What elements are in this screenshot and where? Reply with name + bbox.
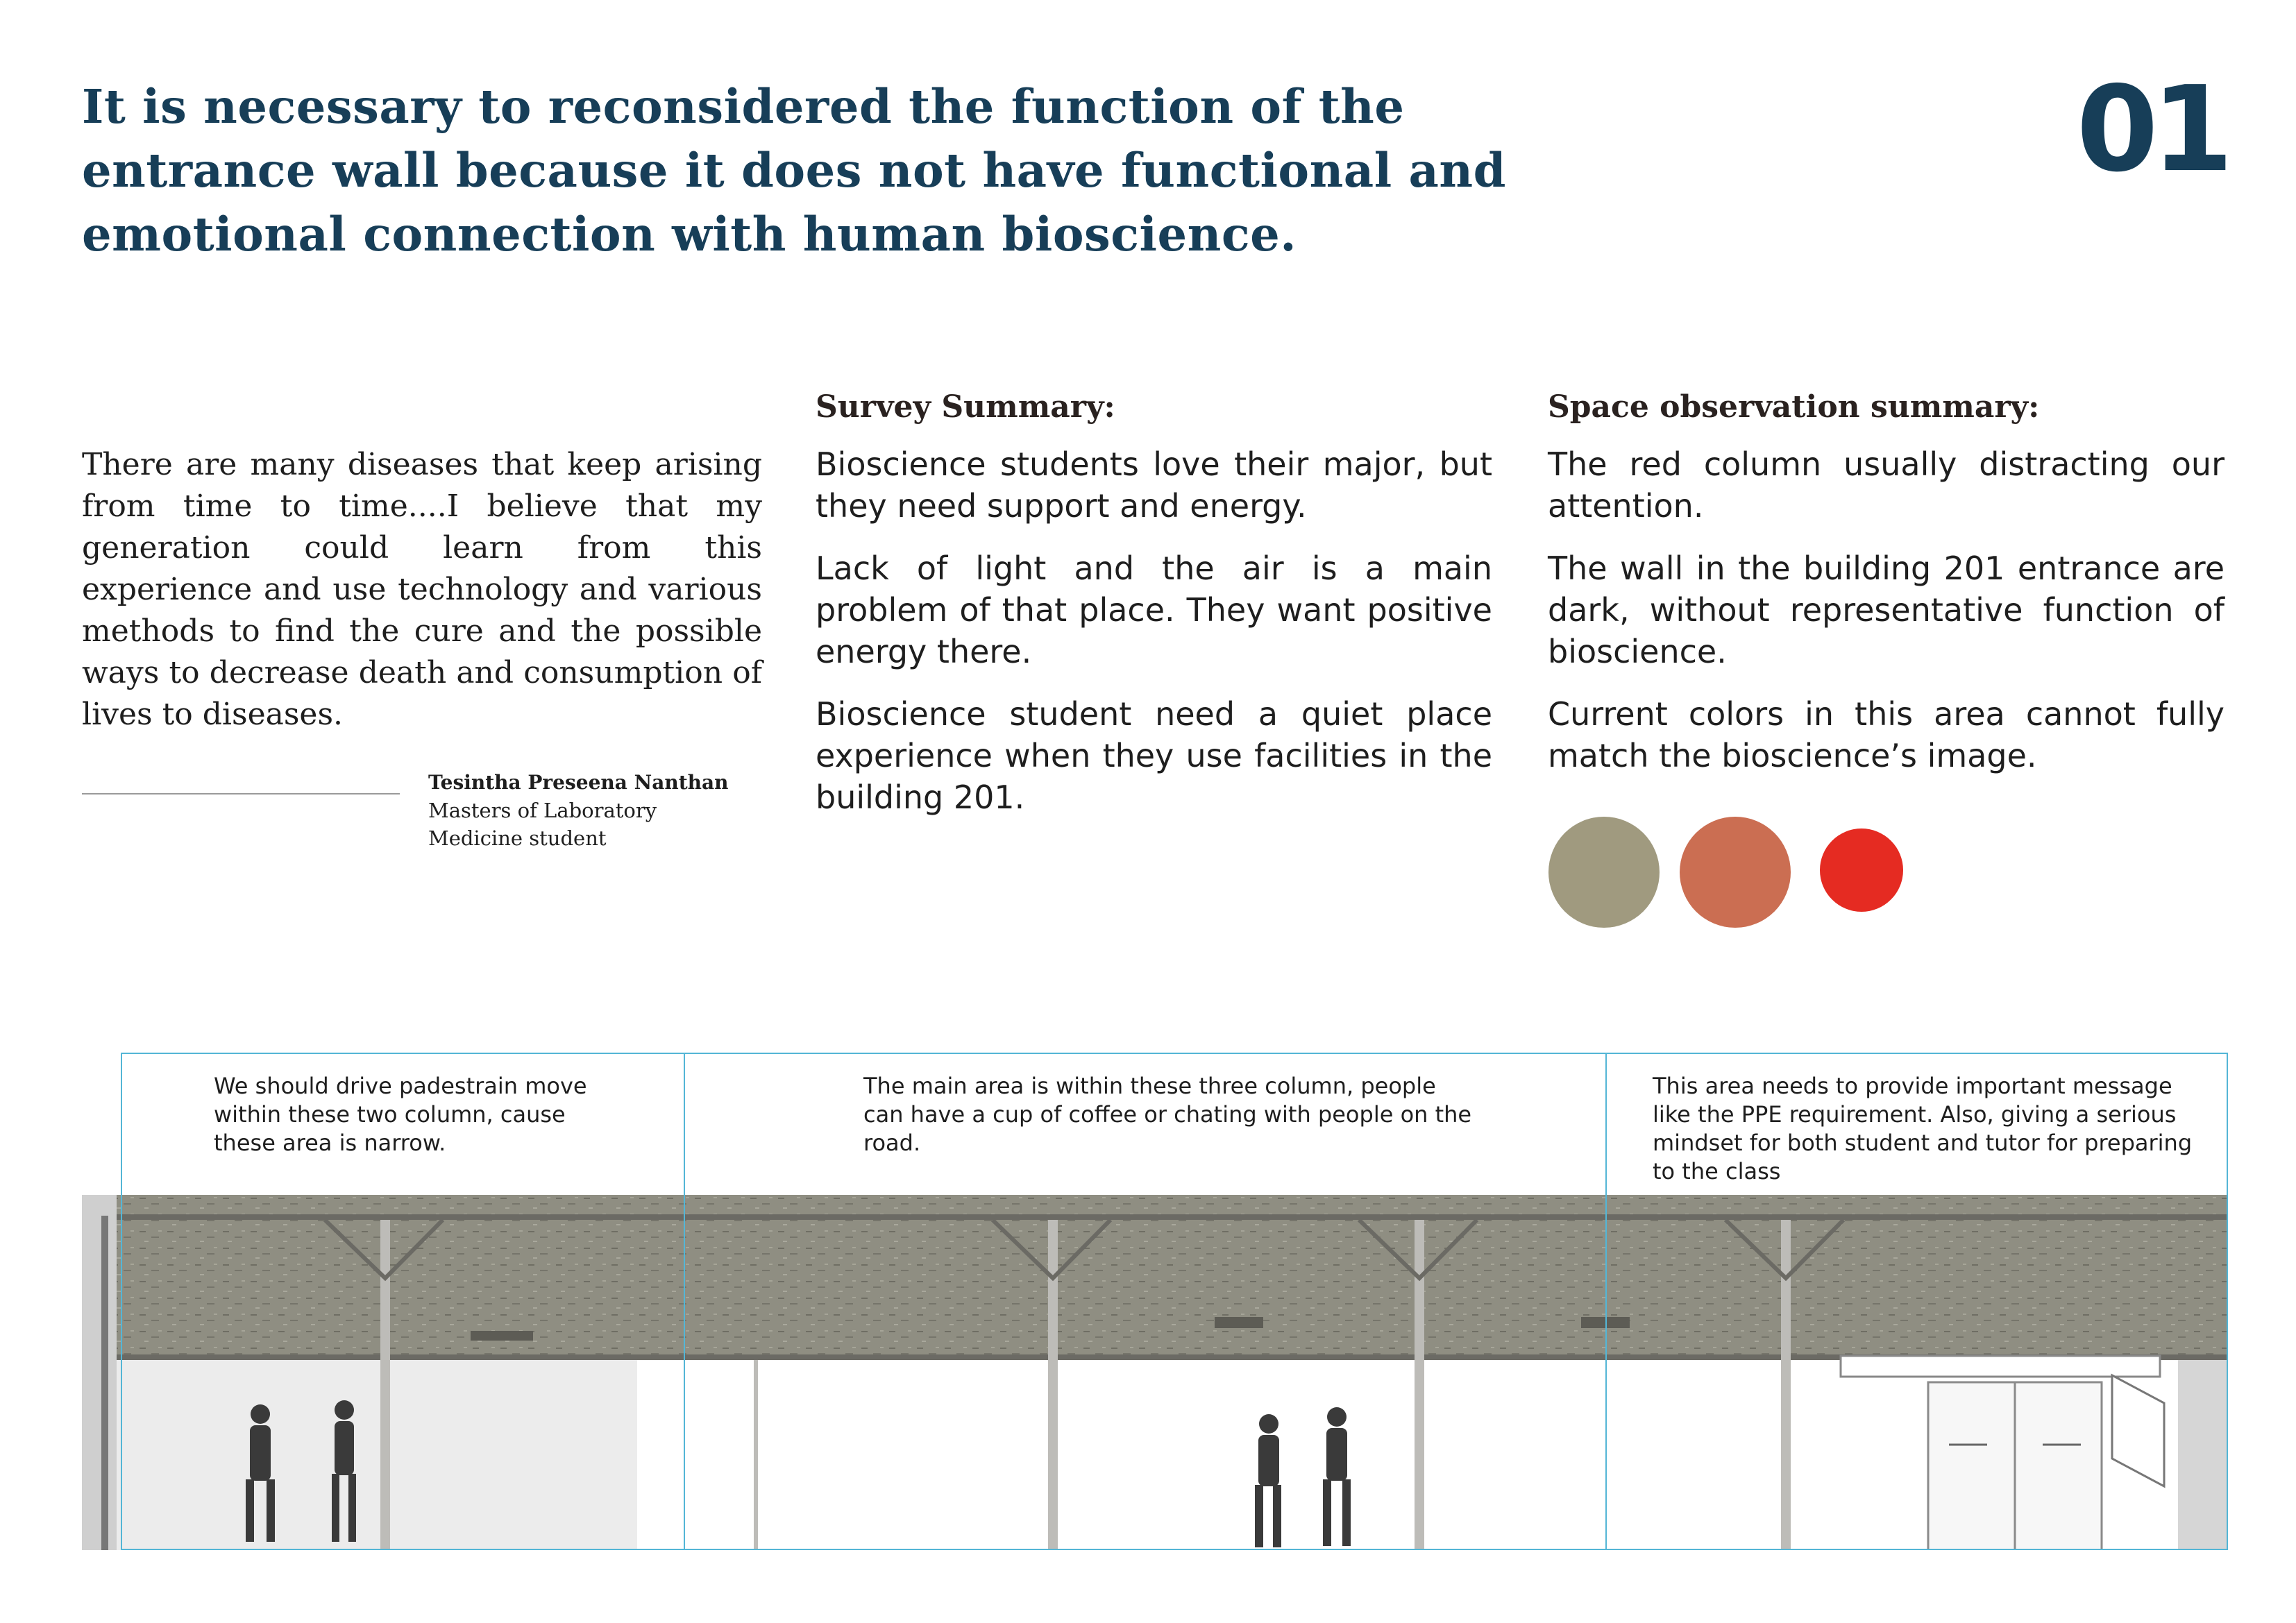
color-swatch-red: [1820, 829, 1903, 912]
quote-author: Tesintha Preseena Nanthan: [428, 771, 729, 794]
space-observation-summary: [1548, 385, 2225, 797]
survey-paragraph: Lack of light and the air is a main problem of that place. They want positive energy there.: [816, 550, 1492, 670]
zone-note-left: We should drive padestrain move within these two column, cause these area is narrow.: [214, 1073, 587, 1156]
signature-divider: [82, 793, 400, 794]
zone-note-right: This area needs to provide important message like the PPE requirement. Also, giving a serious mindset for both student and tutor for preparing to the class: [1653, 1073, 2193, 1184]
zone-note-center: The main area is within these three column, people can have a cup of coffee or chating with people on the road.: [863, 1073, 1472, 1156]
survey-heading: Survey Summary:: [816, 389, 1115, 425]
zone-divider: [1605, 1053, 1607, 1550]
page-title: It is necessary to reconsidered the function of the entrance wall because it does not have functional and emotional connection with human bioscience.: [82, 79, 1506, 262]
survey-summary: [816, 385, 1492, 839]
observation-paragraph: The wall in the building 201 entrance are dark, without representative function of bioscience.: [1548, 550, 2225, 670]
color-swatch-terracotta: [1680, 817, 1791, 928]
survey-paragraph: Bioscience students love their major, but they need support and energy.: [816, 445, 1492, 525]
observation-paragraph: Current colors in this area cannot fully match the bioscience’s image.: [1548, 695, 2225, 774]
color-swatch-khaki: [1548, 817, 1660, 928]
survey-paragraph: Bioscience student need a quiet place experience when they use facilities in the building 201.: [816, 695, 1492, 816]
observation-heading: Space observation summary:: [1548, 389, 2040, 425]
observation-paragraph: The red column usually distracting our attention.: [1548, 445, 2225, 525]
zone-divider: [684, 1053, 685, 1550]
student-quote: There are many diseases that keep arising from time to time....I believe that my generation could learn from this experience and use technology and various methods to find the cure and the possible ways to decrease death and consumption of lives to diseases.: [82, 447, 762, 732]
page-number: 01: [2076, 61, 2227, 198]
quote-author-role: Masters of Laboratory Medicine student: [428, 799, 657, 850]
